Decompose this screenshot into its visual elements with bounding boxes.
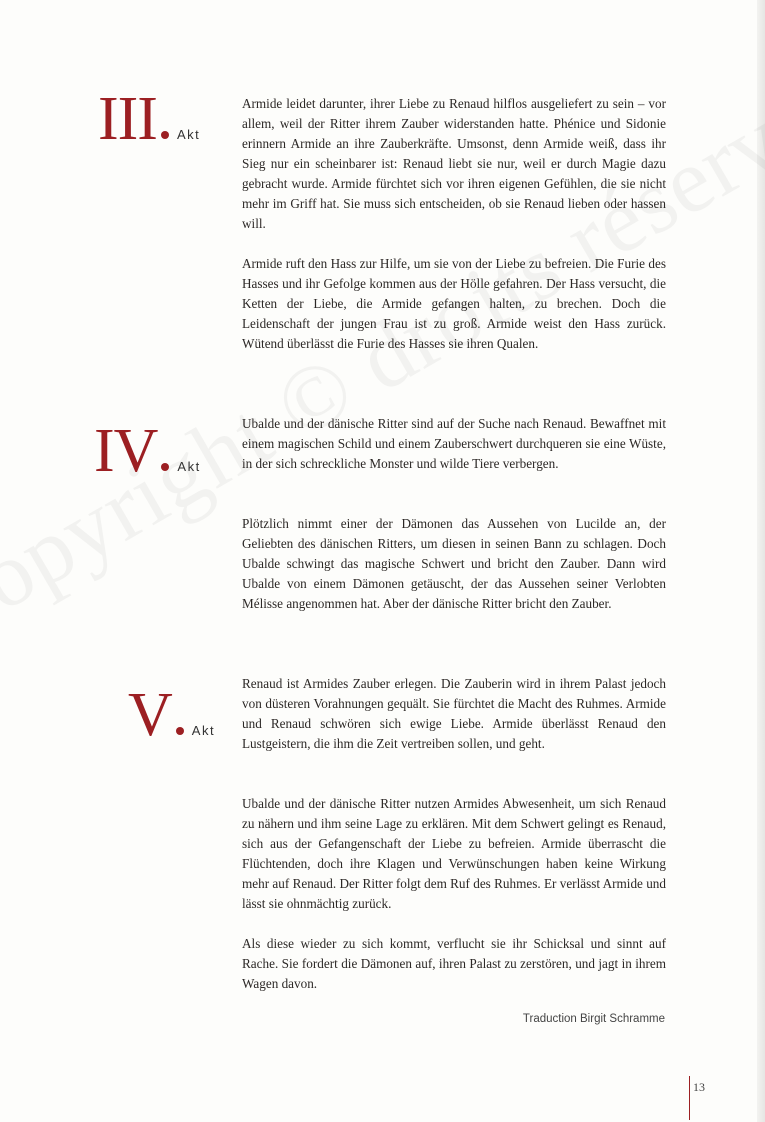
- act-iii-paragraph-2: Armide ruft den Hass zur Hilfe, um sie von der Liebe zu befreien. Die Furie des Hasses und ihr Gefolge kommen aus der Hölle gefahren. Der Hass versucht, die Ketten der Liebe, die Armide gefangen halten, zu brechen. Doch die Leidenschaft der jungen Frau ist zu groß. Armide weist den Hass zurück. Wütend überlässt die Furie des Hasses sie ihren Qualen.: [242, 256, 666, 351]
- page-number-rule: [689, 1076, 690, 1120]
- page-edge: [757, 0, 765, 1122]
- act-numeral: IV: [94, 417, 158, 485]
- act-iii-paragraph-1: Armide leidet darunter, ihrer Liebe zu Renaud hilflos ausgeliefert zu sein – vor allem, weil der Ritter ihrem Zauber widerstanden hatte. Phénice und Sidonie erinnern Armide an ihre Zauberkräfte. Umsonst, denn Armide weiß, dass ihr Sieg nur ein scheinbarer ist: Renaud liebt sie nur, weil er durch Magie dazu gebracht wurde. Armide fürchtet sich vor ihren eigenen Gefühlen, die sie nicht mehr im Griff hat. Sie muss sich entscheiden, ob sie Renaud lieben oder hassen will.: [242, 96, 666, 231]
- act-v-paragraph-1: Renaud ist Armides Zauber erlegen. Die Zauberin wird in ihrem Palast jedoch von düsteren Vorahnungen gequält. Sie fürchtet die Macht des Ruhmes. Armide und Renaud schwören sich ewige Liebe. Armide überlässt Renaud den Lustgeistern, die ihm die Zeit vertreiben sollen, und geht.: [242, 676, 666, 751]
- act-dot: [176, 727, 184, 735]
- act-numeral: III: [98, 85, 157, 153]
- act-label: Akt: [176, 127, 201, 142]
- translation-credit: Traduction Birgit Schramme: [522, 1013, 665, 1025]
- act-label: Akt: [177, 459, 201, 474]
- act-heading-iii: [98, 85, 258, 153]
- page-number: 13: [693, 1080, 705, 1094]
- act-iv-paragraph-2: Plötzlich nimmt einer der Dämonen das Aussehen von Lucilde an, der Geliebten des dänischen Ritters, um diesen in seinen Bann zu schlagen. Doch Ubalde schwingt das magische Schwert und bricht den Zauber. Dann wird Ubalde von einem Dämonen getäuscht, der das Aussehen seiner Verlobten Mélisse angenommen hat. Aber der dänische Ritter bricht den Zauber.: [242, 516, 666, 611]
- act-v-paragraph-2: Ubalde und der dänische Ritter nutzen Armides Abwesenheit, um sich Renaud zu nähern und ihm seine Lage zu erklären. Mit dem Schwert gelingt es Renaud, sich aus der Gefangenschaft der Liebe zu befreien. Armide überrascht die Flüchtenden, doch ihre Klagen und Verwünschungen haben keine Wirkung mehr auf Renaud. Der Ritter folgt dem Ruf des Ruhmes. Er verlässt Armide und lässt sie ohnmächtig zurück.: [242, 796, 666, 911]
- act-heading-iv: [94, 417, 254, 485]
- act-dot: [161, 463, 169, 471]
- act-iv-paragraph-1: Ubalde und der dänische Ritter sind auf der Suche nach Renaud. Bewaffnet mit einem magischen Schild und einem Zauberschwert durchqueren sie eine Wüste, in der sich schreckliche Monster und wilde Tiere verbergen.: [242, 416, 666, 471]
- act-numeral: V: [128, 681, 172, 749]
- act-label: Akt: [191, 723, 216, 738]
- act-v-paragraph-3: Als diese wieder zu sich kommt, verflucht sie ihr Schicksal und sinnt auf Rache. Sie fordert die Dämonen auf, ihren Palast zu zerstören, und jagt in ihrem Wagen davon.: [242, 936, 666, 991]
- act-dot: [161, 131, 169, 139]
